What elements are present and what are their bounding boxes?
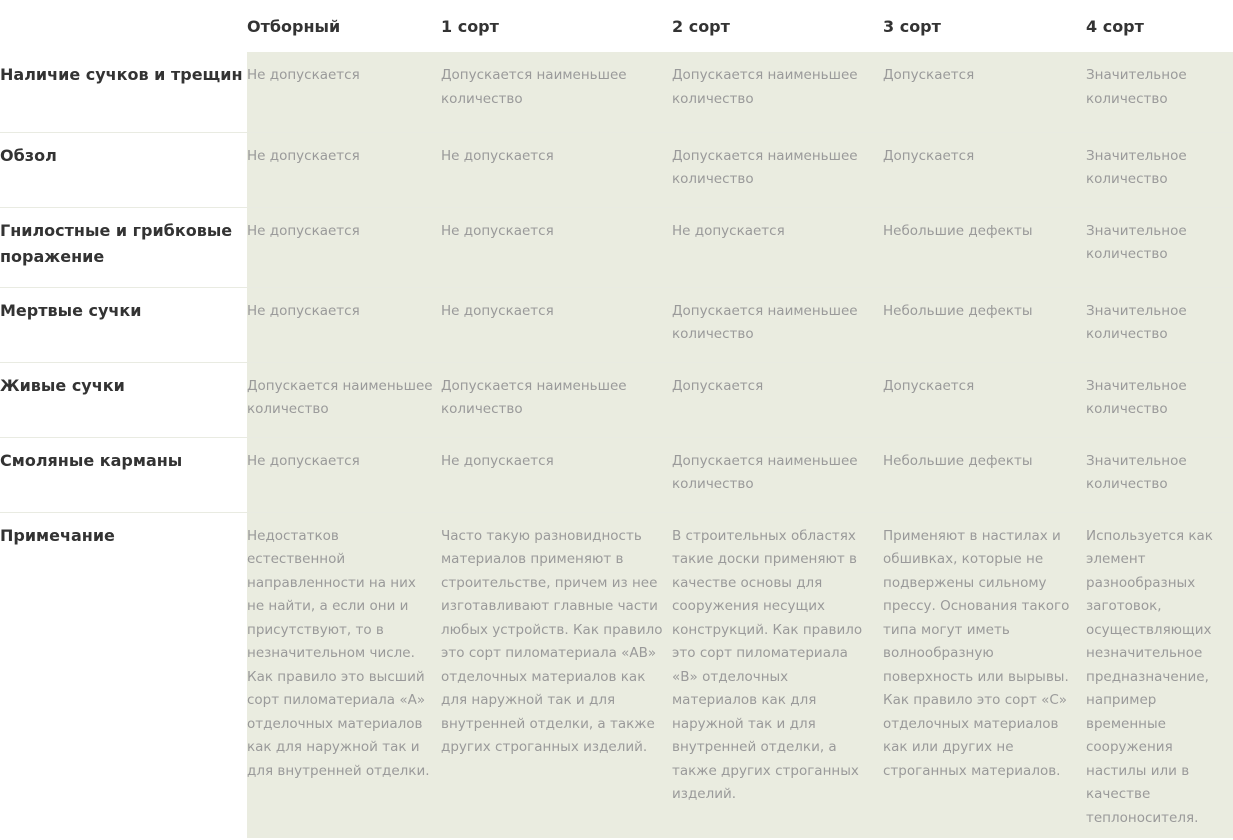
table-cell: Не допускается xyxy=(672,207,883,287)
note-cell: В строительных областях такие доски применяют в качестве основы для сооружения несущих конструкций. Как правило это сорт пиломатериала «В» отделочных материалов как для наружной так и для внутренней отделки, а также других строганных изделий. xyxy=(672,512,883,838)
table-cell: Допускается xyxy=(672,362,883,437)
table-header-row xyxy=(0,0,1233,52)
table-cell: Значительное количество xyxy=(1086,437,1233,512)
table-cell: Допускается наименьшее количество xyxy=(441,52,672,132)
table-row xyxy=(0,437,1233,512)
note-cell: Часто такую разновидность материалов применяют в строительстве, причем из нее изготавливают главные части любых устройств. Как правило это сорт пиломатериала «АВ» отделочных материалов как для наружной так и для внутренней отделки, а также других строганных изделий. xyxy=(441,512,672,838)
table-cell: Допускается наименьшее количество xyxy=(441,362,672,437)
header-grade-2: 2 сорт xyxy=(672,16,730,36)
table-cell: Не допускается xyxy=(247,287,441,362)
table-cell: Не допускается xyxy=(247,207,441,287)
table-cell: Допускается наименьшее количество xyxy=(672,132,883,207)
table-cell: Не допускается xyxy=(441,207,672,287)
table-cell: Допускается наименьшее количество xyxy=(247,362,441,437)
table-cell: Не допускается xyxy=(441,437,672,512)
header-otborny: Отборный xyxy=(247,16,341,36)
row-label: Наличие сучков и трещин xyxy=(0,52,247,132)
table-cell: Значительное количество xyxy=(1086,287,1233,362)
table-cell: Небольшие дефекты xyxy=(883,287,1086,362)
table-row xyxy=(0,362,1233,437)
note-cell: Используется как элемент разнообразных заготовок, осуществляющих незначительное предназначение, например временные сооружения настилы или в качестве теплоносителя. xyxy=(1086,512,1233,838)
table-row xyxy=(0,287,1233,362)
table-row xyxy=(0,132,1233,207)
table-row-note xyxy=(0,512,1233,838)
table-cell: Допускается наименьшее количество xyxy=(672,287,883,362)
row-label: Примечание xyxy=(0,512,247,838)
note-cell: Применяют в настилах и обшивках, которые не подвержены сильному прессу. Основания такого типа могут иметь волнообразную поверхность или вырывы. Как правило это сорт «С» отделочных материалов как или других не строганных материалов. xyxy=(883,512,1086,838)
table-cell: Допускается xyxy=(883,52,1086,132)
row-label: Мертвые сучки xyxy=(0,287,247,362)
table-cell: Допускается наименьшее количество xyxy=(672,437,883,512)
header-grade-1: 1 сорт xyxy=(441,16,499,36)
table-cell: Допускается xyxy=(883,362,1086,437)
table-cell: Не допускается xyxy=(247,52,441,132)
header-grade-3: 3 сорт xyxy=(883,16,941,36)
table-cell: Значительное количество xyxy=(1086,132,1233,207)
table-cell: Небольшие дефекты xyxy=(883,207,1086,287)
table-cell: Не допускается xyxy=(247,437,441,512)
header-empty xyxy=(0,0,247,52)
table-cell: Не допускается xyxy=(441,132,672,207)
table-cell: Значительное количество xyxy=(1086,207,1233,287)
row-label: Живые сучки xyxy=(0,362,247,437)
row-label: Обзол xyxy=(0,132,247,207)
table-row xyxy=(0,52,1233,132)
table-cell: Допускается наименьшее количество xyxy=(672,52,883,132)
row-label: Гнилостные и грибковые поражение xyxy=(0,207,247,287)
table-cell: Значительное количество xyxy=(1086,362,1233,437)
row-label: Смоляные карманы xyxy=(0,437,247,512)
table-cell: Значительное количество xyxy=(1086,52,1233,132)
table-row xyxy=(0,207,1233,287)
table-cell: Не допускается xyxy=(441,287,672,362)
header-grade-4: 4 сорт xyxy=(1086,16,1144,36)
note-cell: Недостатков естественной направленности на них не найти, а если они и присутствуют, то в незначительном числе. Как правило это высший сорт пиломатериала «А» отделочных материалов как для наружной так и для внутренней отделки. xyxy=(247,512,441,838)
table-cell: Небольшие дефекты xyxy=(883,437,1086,512)
table-cell: Допускается xyxy=(883,132,1086,207)
table-cell: Не допускается xyxy=(247,132,441,207)
